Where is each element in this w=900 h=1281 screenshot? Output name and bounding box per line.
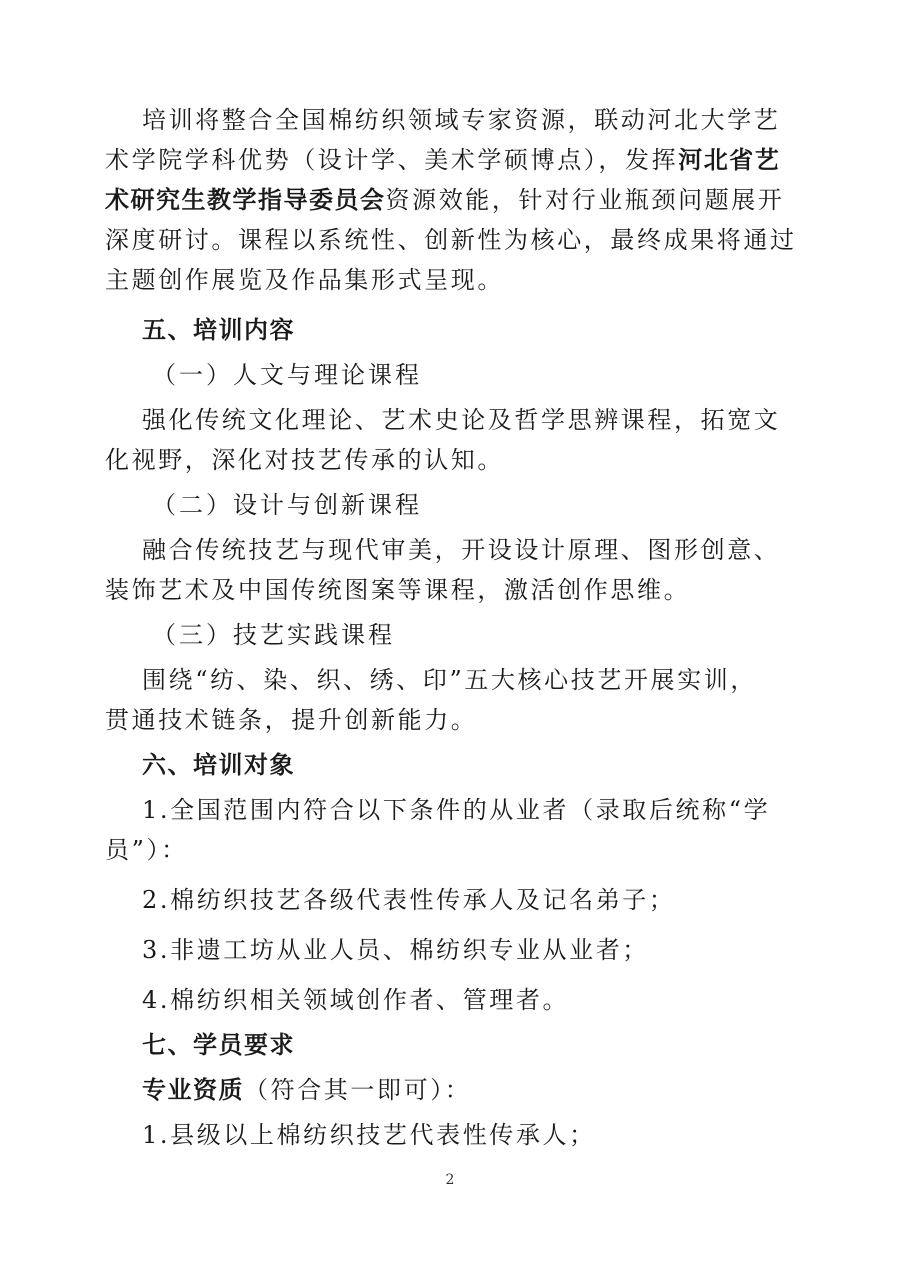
section-6-item-2: 2.棉纺织技艺各级代表性传承人及记名弟子； <box>142 886 676 914</box>
subsection-1-heading: （一）人文与理论课程 <box>152 361 422 389</box>
subsection-1-line: 强化传统文化理论、艺术史论及哲学思辨课程，拓宽文 <box>142 406 781 434</box>
subsection-3-heading: （三）技艺实践课程 <box>152 621 395 649</box>
subsection-2-line: 融合传统技艺与现代审美，开设设计原理、图形创意、 <box>142 536 781 564</box>
section-6-item-3: 3.非遗工坊从业人员、棉纺织专业从业者； <box>142 936 649 964</box>
emphasis-text: 河北省艺 <box>678 146 781 174</box>
section-6-item-4: 4.棉纺织相关领域创作者、管理者。 <box>142 986 570 1014</box>
text-span: 培训将整合全国棉纺织领域专家资源，联动河北大学艺 <box>142 106 781 134</box>
text-span: 术学院学科优势（设计学、美术学硕博点），发挥 <box>105 146 679 174</box>
intro-paragraph-line <box>105 140 781 180</box>
section-6-heading: 六、培训对象 <box>142 751 295 779</box>
page-number: 2 <box>445 1172 455 1188</box>
section-5-heading: 五、培训内容 <box>142 316 295 344</box>
section-6-item-1-cont: 员”）： <box>105 836 188 864</box>
emphasis-text: 术研究生教学指导委员会 <box>105 186 386 214</box>
section-7-heading: 七、学员要求 <box>142 1031 295 1059</box>
subsection-1-line: 化视野，深化对技艺传承的认知。 <box>105 446 504 474</box>
subsection-3-line: 围绕“纺、染、织、绣、印”五大核心技艺开展实训， <box>142 666 757 694</box>
section-6-item-1: 1.全国范围内符合以下条件的从业者（录取后统称“学 <box>142 796 771 824</box>
qualification-line <box>142 1070 742 1110</box>
subsection-2-line: 装饰艺术及中国传统图案等课程，激活创作思维。 <box>105 576 691 604</box>
subsection-2-heading: （二）设计与创新课程 <box>152 491 422 519</box>
section-7-item-1: 1.县级以上棉纺织技艺代表性传承人； <box>142 1121 596 1149</box>
intro-paragraph-line <box>105 220 797 260</box>
intro-paragraph-line <box>105 180 785 220</box>
intro-paragraph-line <box>105 260 742 300</box>
subsection-3-line: 贯通技术链条，提升创新能力。 <box>105 706 478 734</box>
text-span: （符合其一即可）： <box>244 1076 472 1104</box>
text-span: 资源效能，针对行业瓶颈问题展开 <box>385 186 785 214</box>
intro-paragraph-line <box>142 100 781 140</box>
text-span: 主题创作展览及作品集形式呈现。 <box>105 266 504 294</box>
text-span: 深度研讨。课程以系统性、创新性为核心，最终成果将通过 <box>105 226 797 254</box>
emphasis-text: 专业资质 <box>142 1076 244 1104</box>
document-body <box>105 100 797 1155</box>
